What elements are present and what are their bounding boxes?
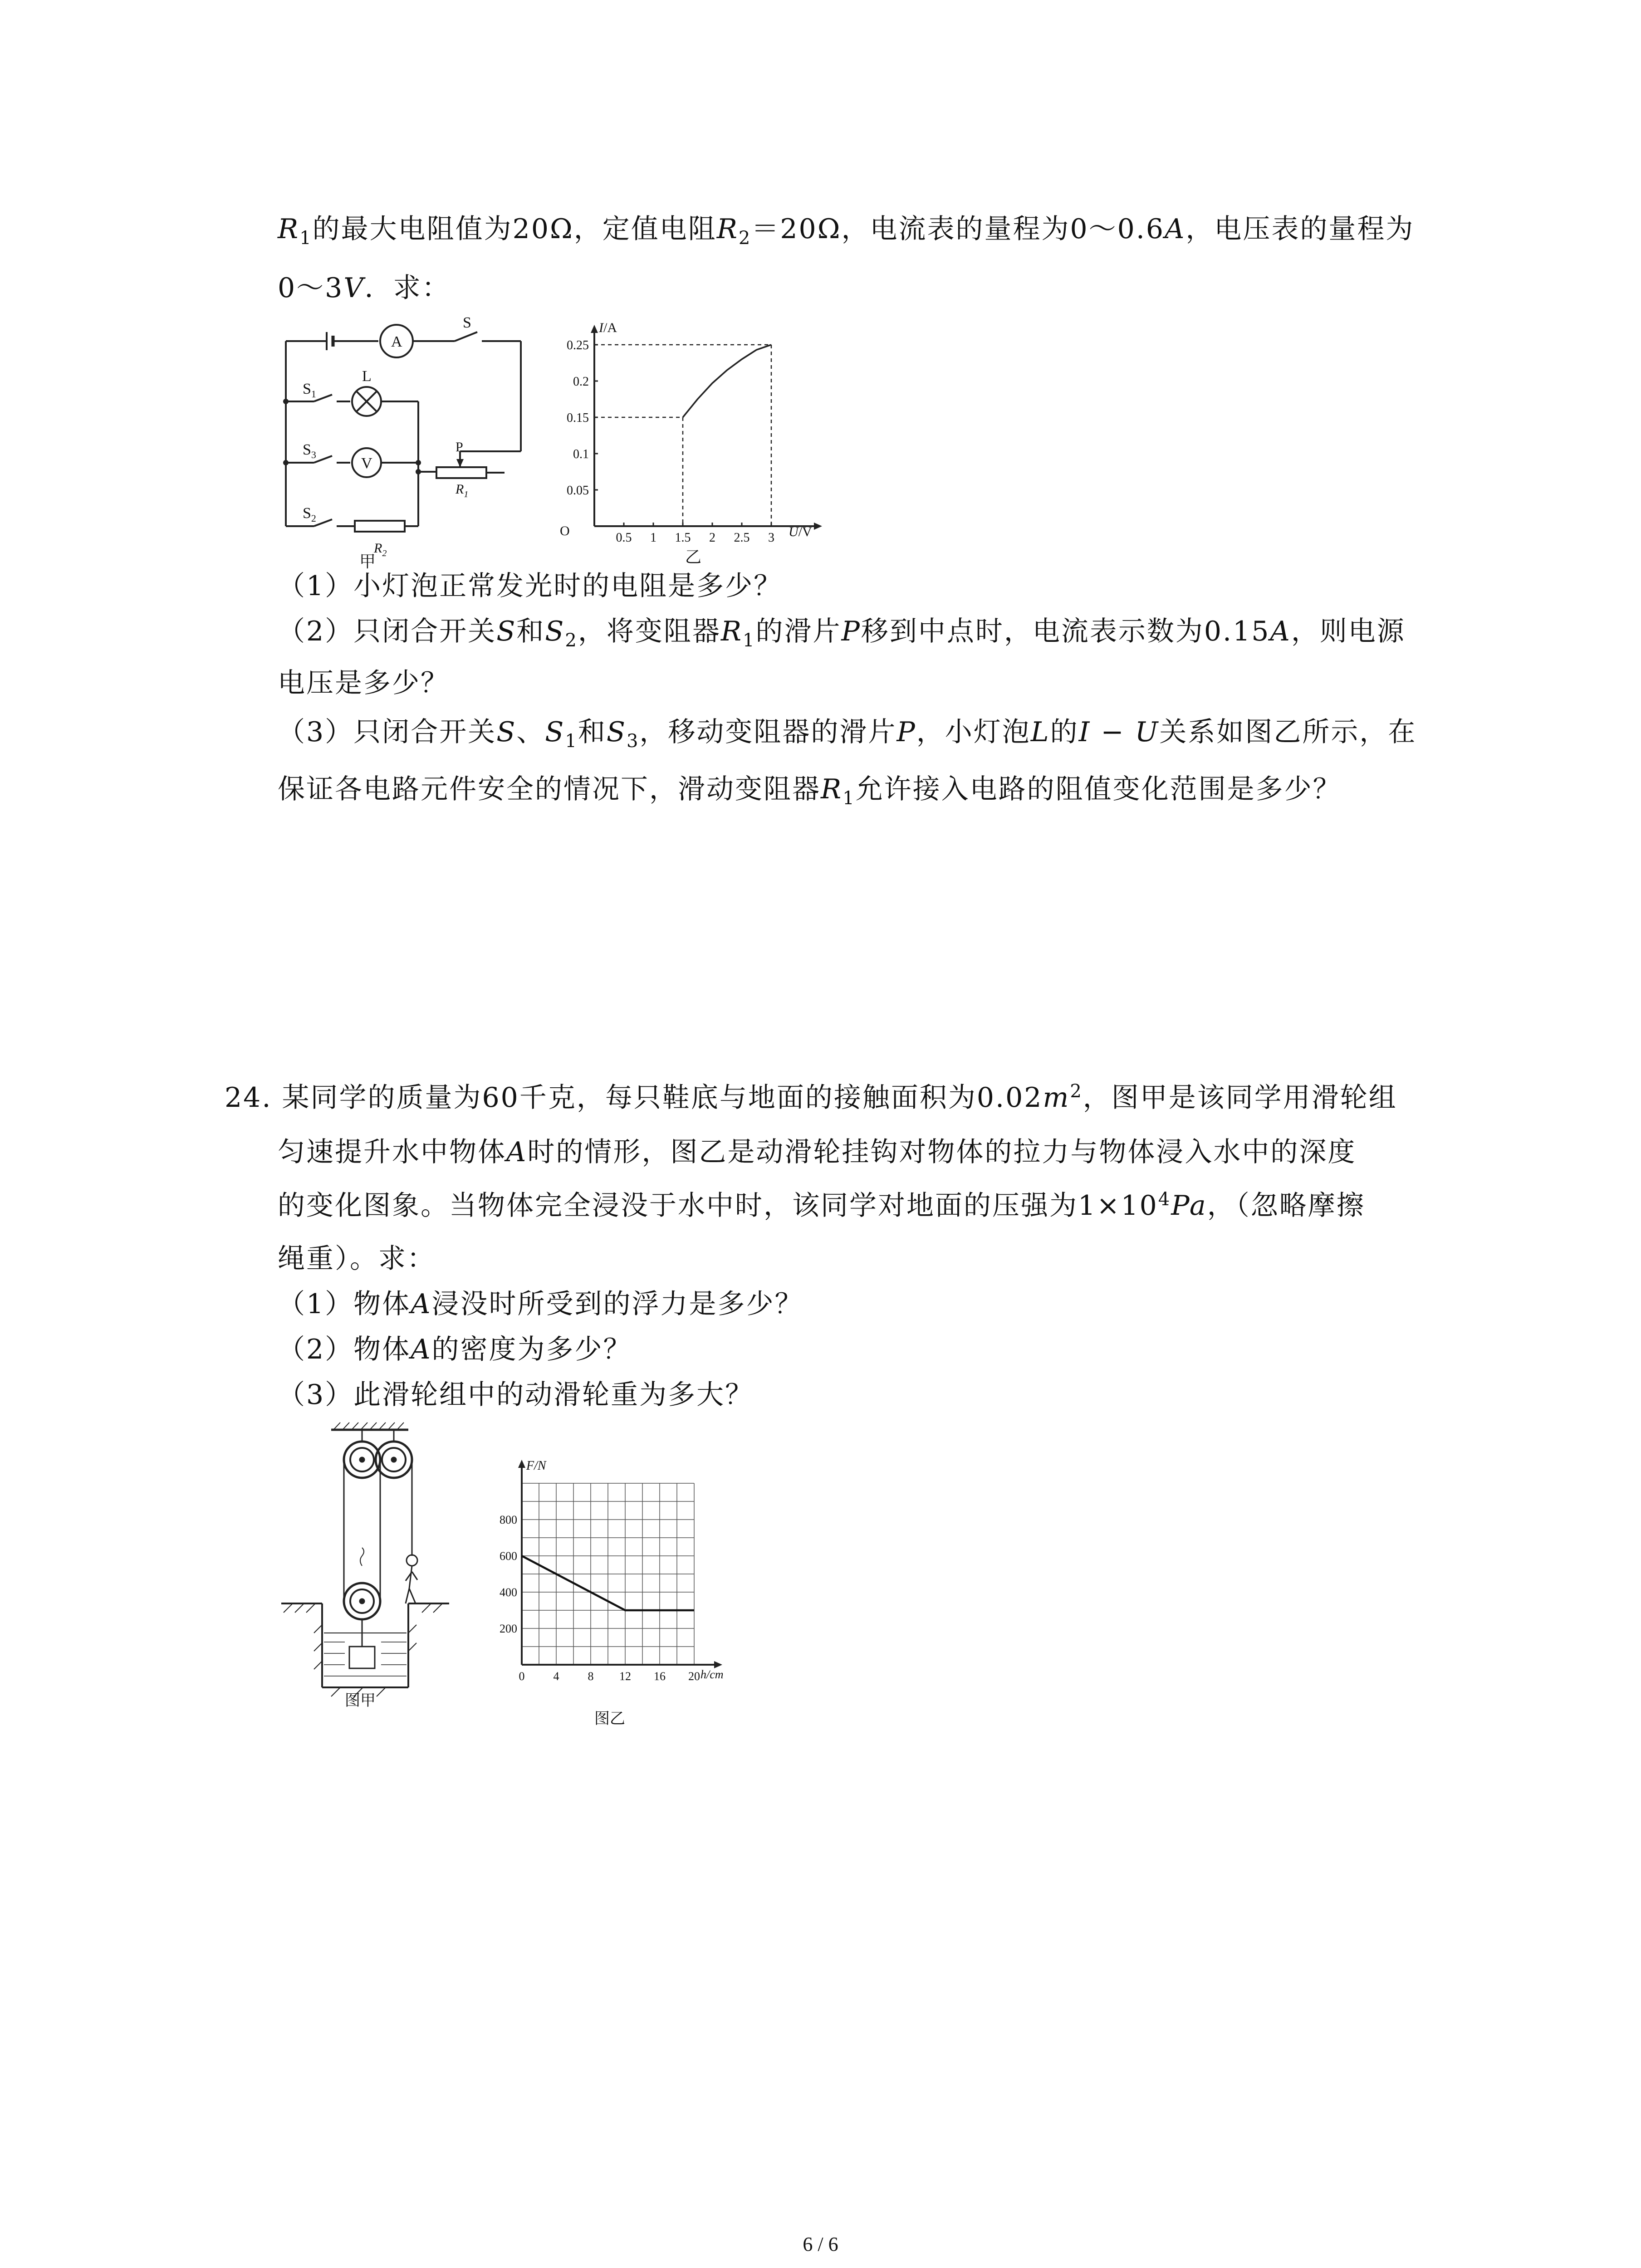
voltmeter-label: V: [361, 455, 372, 472]
text-run: ，则电源: [1291, 616, 1406, 647]
text-run: ＝20Ω，电流表的量程为0～0.6: [751, 213, 1165, 245]
text-run: （2）物体: [278, 1334, 411, 1365]
text-run: 1: [565, 731, 578, 752]
text-run: P: [896, 716, 916, 748]
text-run: S: [545, 716, 565, 748]
fh-x-tick-label: 12: [619, 1670, 631, 1683]
fh-y-tick-label: 200: [500, 1622, 517, 1635]
text-run: 的最大电阻值为20Ω，定值电阻: [312, 213, 717, 245]
fh-x-tick-label: 16: [654, 1670, 666, 1683]
fh-x-tick-label: 20: [688, 1670, 700, 1683]
q23-intro-line2: [278, 270, 451, 306]
iu-x-tick-label: 1.5: [675, 531, 691, 545]
text-run: A: [411, 1334, 432, 1365]
text-run: 的变化图象。当物体完全浸没于水中时，该同学对地面的压强为1×10: [278, 1190, 1158, 1222]
text-run: −: [1091, 716, 1135, 748]
text-run: 0～3: [278, 272, 344, 304]
text-run: 的滑片: [755, 616, 842, 647]
fh-x-tick-label: 4: [553, 1670, 559, 1683]
iu-y-tick-label: 0.2: [573, 375, 589, 389]
iu-x-tick-label: 3: [768, 531, 774, 545]
text-run: ，小灯泡: [916, 716, 1031, 748]
q23-sub2-line1: [278, 613, 1406, 650]
iu-x-tick-label: 2: [709, 531, 715, 545]
text-run: U: [1135, 716, 1160, 748]
figure-pulley-caption: 图甲: [345, 1691, 376, 1710]
text-run: R: [278, 213, 300, 245]
fh-x-label: h/cm: [700, 1668, 724, 1681]
text-run: R: [720, 616, 743, 647]
text-run: ，电压表的量程为: [1185, 213, 1415, 245]
iu-x-tick-label: 0.5: [616, 531, 632, 545]
fh-y-label: F/N: [526, 1459, 546, 1473]
iu-x-tick-label: 1: [650, 531, 656, 545]
text-run: ，（忽略摩擦: [1207, 1190, 1365, 1222]
text-run: 移到中点时，电流表示数为0.15: [861, 616, 1270, 647]
text-run: 1: [299, 228, 313, 249]
figure-jia-caption: 甲: [359, 552, 376, 571]
text-run: R: [821, 773, 843, 805]
q23-sub3-line1: [278, 714, 1416, 750]
text-run: 1: [743, 630, 756, 651]
text-run: I: [1078, 716, 1091, 748]
q24-line2: [278, 1134, 1356, 1170]
fh-y-arrow: [518, 1460, 525, 1468]
text-run: 1: [843, 788, 856, 809]
text-run: 浸没时所受到的浮力是多少？: [431, 1288, 803, 1320]
text-run: 关系如图乙所示，在: [1159, 716, 1417, 748]
text-run: 、: [516, 716, 545, 748]
slider-p-label: P: [456, 440, 463, 455]
ammeter-label: A: [391, 333, 402, 350]
text-run: S: [496, 716, 517, 748]
fh-x-tick-label: 8: [588, 1670, 594, 1683]
text-run: A: [411, 1288, 432, 1320]
iu-y-label: I/A: [599, 320, 617, 335]
iu-y-tick-label: 0.1: [573, 447, 589, 461]
text-run: 的: [1050, 716, 1079, 748]
switch-s1-label: $S_1$: [303, 381, 316, 400]
text-run: 和: [578, 716, 607, 748]
iu-series-line: [683, 345, 771, 417]
page-number: 6 / 6: [803, 2233, 838, 2255]
iu-y-tick-label: 0.25: [567, 338, 589, 352]
text-run: V: [343, 272, 365, 304]
text-run: A: [506, 1136, 528, 1168]
text-run: A: [1165, 213, 1186, 245]
fh-y-tick-label: 600: [500, 1549, 517, 1563]
text-run: 允许接入电路的阻值变化范围是多少？: [855, 773, 1342, 805]
fh-y-tick-label: 400: [500, 1586, 517, 1599]
r1-label: $R_1$: [456, 482, 469, 499]
iu-x-tick-label: 2.5: [734, 531, 750, 545]
text-run: A: [1270, 616, 1291, 647]
iu-chart: [549, 313, 830, 567]
text-run: ，将变阻器: [578, 616, 721, 647]
text-run: ，图甲是该同学用滑轮组: [1083, 1082, 1397, 1114]
fh-x-tick-label: 0: [519, 1670, 525, 1683]
text-run: 的密度为多少？: [431, 1334, 632, 1365]
text-run: S: [606, 716, 627, 748]
q23-circuit-diagram: [278, 313, 532, 572]
text-run: 匀速提升水中物体: [278, 1136, 506, 1168]
q24-line4: 绳重）。求：: [278, 1243, 436, 1275]
switch-s-label: S: [463, 314, 471, 331]
q23-sub3-line2: [278, 771, 1342, 807]
switch-s2-label: $S_2$: [303, 505, 316, 524]
switch-s3-label: $S_3$: [303, 441, 316, 460]
fh-y-tick-label: 800: [500, 1513, 517, 1526]
figure-fh-caption: 图乙: [594, 1710, 625, 1728]
iu-y-arrow: [591, 325, 598, 333]
q23-intro-line1: [278, 211, 1414, 247]
iu-y-tick-label: 0.05: [567, 484, 589, 498]
text-run: P: [841, 616, 861, 647]
q23-sub2-line2: 电压是多少？: [278, 667, 449, 699]
text-run: 24. 某同学的质量为60千克，每只鞋底与地面的接触面积为0.02: [225, 1082, 1043, 1114]
iu-y-tick-label: 0.15: [567, 411, 589, 425]
text-run: （3）只闭合开关: [278, 716, 497, 748]
text-run: 保证各电路元件安全的情况下，滑动变阻器: [278, 773, 821, 805]
text-run: 2: [738, 228, 752, 249]
iu-origin: O: [560, 523, 570, 538]
q24-sub3: （3）此滑轮组中的动滑轮重为多大？: [278, 1379, 754, 1411]
fh-x-arrow: [714, 1661, 722, 1668]
q24-line1: [225, 1080, 1397, 1116]
text-run: 2: [1070, 1081, 1083, 1102]
q24-sub2: [278, 1331, 632, 1368]
text-run: S: [545, 616, 565, 647]
iu-x-arrow: [814, 523, 822, 530]
lamp-label: L: [362, 368, 372, 385]
text-run: m: [1043, 1082, 1070, 1114]
text-run: （1）物体: [278, 1288, 411, 1320]
q24-sub1: [278, 1286, 803, 1322]
text-run: R: [716, 213, 739, 245]
text-run: S: [496, 616, 517, 647]
text-run: 4: [1158, 1189, 1171, 1210]
r2-label: $R_2$: [374, 541, 387, 558]
pulley-system-diagram: [277, 1420, 454, 1710]
iu-x-label: U/V: [789, 524, 812, 539]
text-run: ．求：: [364, 272, 451, 304]
text-run: 2: [565, 630, 578, 651]
text-run: Pa: [1171, 1190, 1207, 1222]
q24-line3: [278, 1188, 1365, 1224]
fh-chart: [481, 1452, 735, 1733]
figure-yi-caption: 乙: [685, 548, 702, 566]
text-run: ，移动变阻器的滑片: [639, 716, 897, 748]
text-run: 3: [626, 731, 640, 752]
text-run: （2）只闭合开关: [278, 616, 497, 647]
q23-sub1: （1）小灯泡正常发光时的电阻是多少？: [278, 570, 783, 602]
text-run: L: [1030, 716, 1050, 748]
text-run: 时的情形，图乙是动滑轮挂钩对物体的拉力与物体浸入水中的深度: [527, 1136, 1357, 1168]
text-run: 和: [516, 616, 545, 647]
